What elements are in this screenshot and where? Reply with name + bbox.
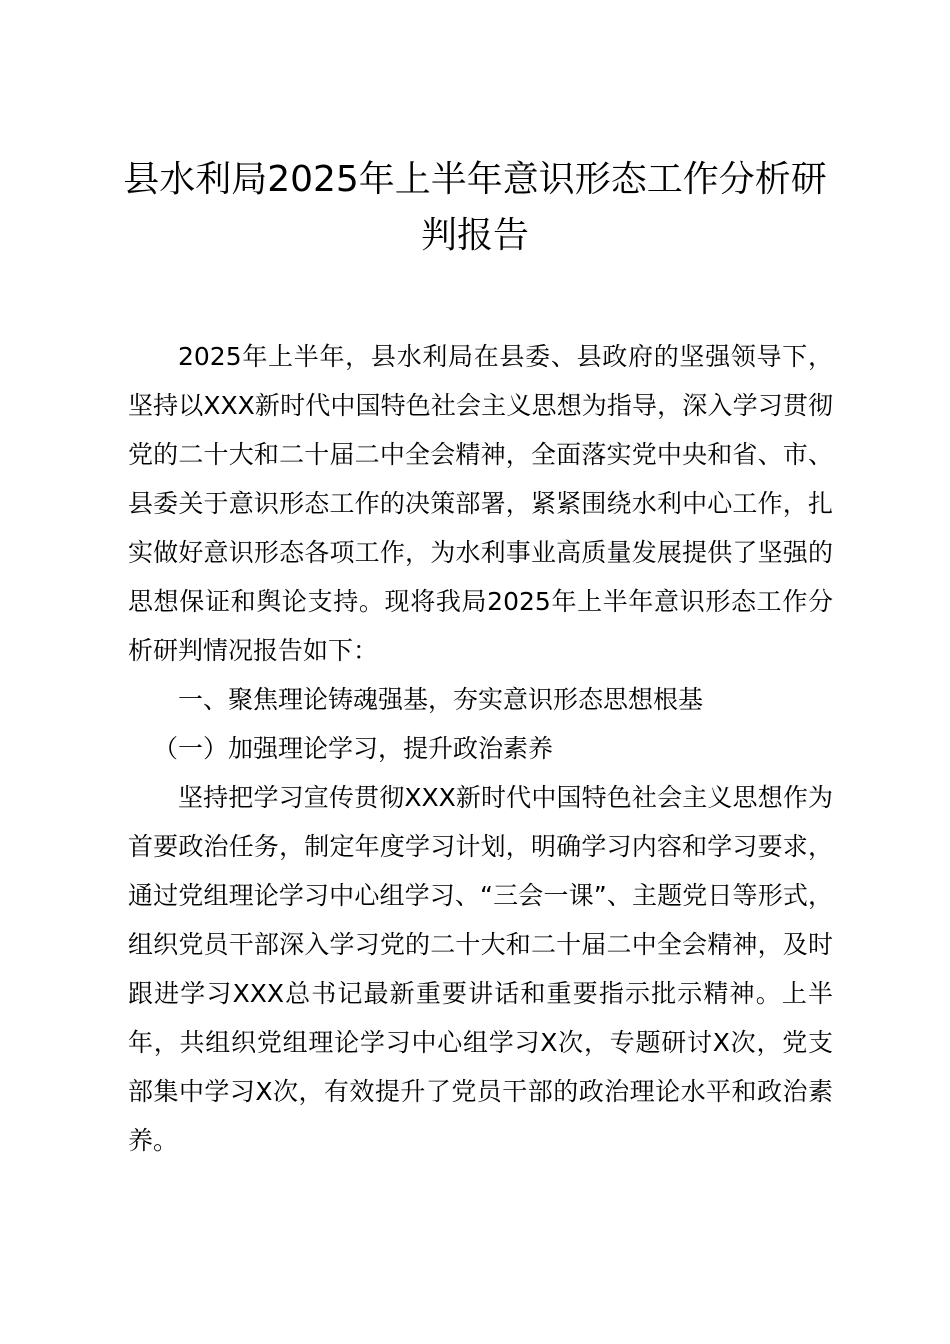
document-body [128, 332, 833, 1165]
document-title [120, 152, 830, 264]
intro-paragraph: 2025年上半年，县水利局在县委、县政府的坚强领导下，坚持以XXX新时代中国特色社会主义思想为指导，深入学习贯彻党的二十大和二十届二中全会精神，全面落实党中央和省、市、县委关于意识形态工作的决策部署，紧紧围绕水利中心工作，扎实做好意识形态各项工作，为水利事业高质量发展提供了坚强的思想保证和舆论支持。现将我局2025年上半年意识形态工作分析研判情况报告如下： [128, 342, 833, 665]
section-1-sub-1-paragraph: 坚持把学习宣传贯彻XXX新时代中国特色社会主义思想作为首要政治任务，制定年度学习计划，明确学习内容和学习要求，通过党组理论学习中心组学习、“三会一课”、主题党日等形式，组织党员干部深入学习党的二十大和二十届二中全会精神，及时跟进学习XXX总书记最新重要讲话和重要指示批示精神。上半年，共组织党组理论学习中心组学习X次，专题研讨X次，党支部集中学习X次，有效提升了党员干部的政治理论水平和政治素养。 [128, 783, 833, 1155]
section-1-heading: 一、聚焦理论铸魂强基，夯实意识形态思想根基 [178, 685, 704, 714]
section-1-subheading-1: （一）加强理论学习，提升政治素养 [153, 734, 554, 763]
title-line-2: 判报告 [420, 215, 529, 256]
title-line-1: 县水利局2025年上半年意识形态工作分析研 [123, 159, 827, 200]
